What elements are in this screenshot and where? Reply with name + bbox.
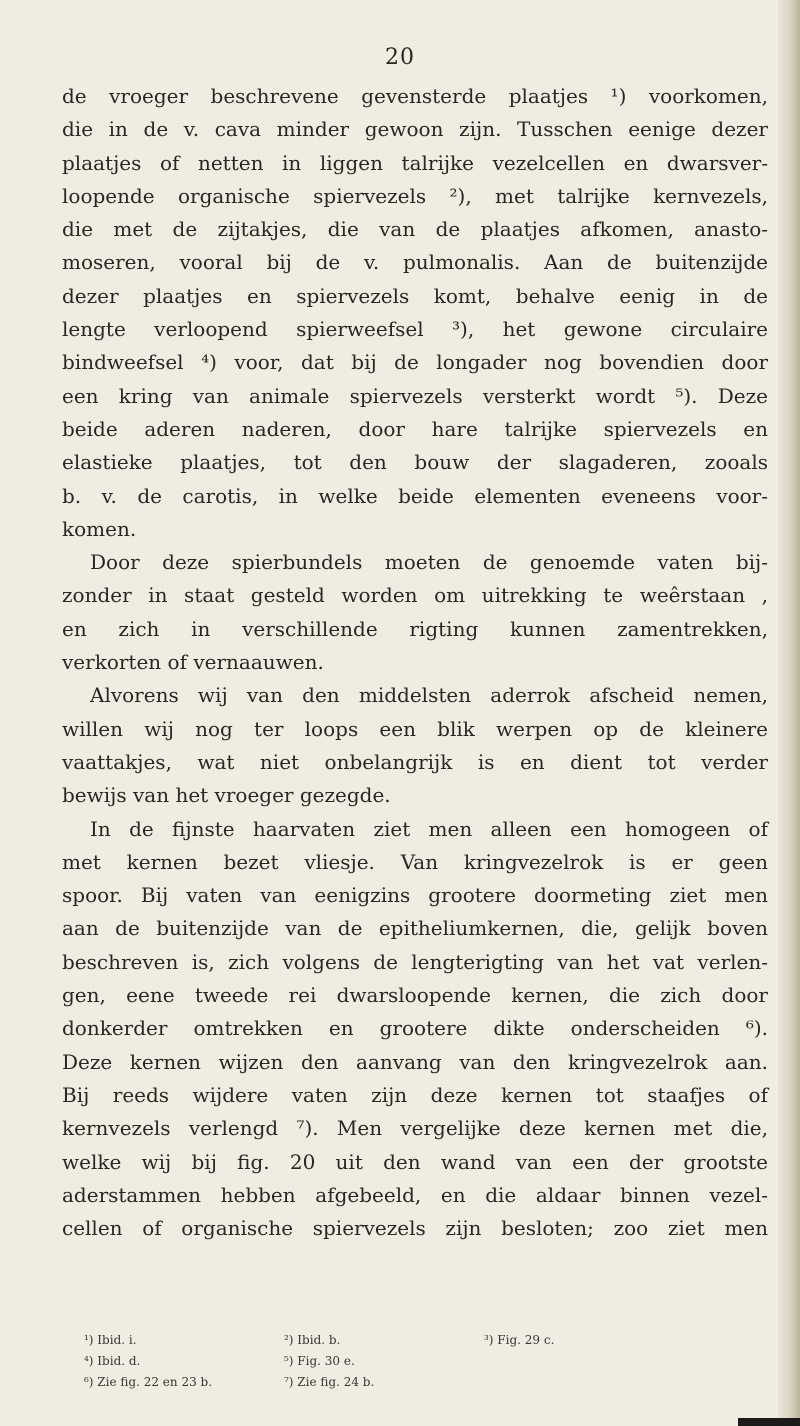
footnotes — [84, 1330, 684, 1393]
text-line: spoor. Bij vaten van eenigzins grootere doormeting ziet men — [62, 883, 768, 908]
footnote: ⁴) Ibid. d. — [84, 1354, 141, 1368]
text-line: lengte verloopend spierweefsel ³), het gewone circulaire — [62, 317, 768, 342]
text-line: donkerder omtrekken en grootere dikte onderscheiden ⁶). — [62, 1016, 768, 1041]
text-line: die met de zijtakjes, die van de plaatjes afkomen, anasto- — [62, 217, 768, 242]
footnote: ⁶) Zie fig. 22 en 23 b. — [84, 1375, 213, 1389]
footnote: ⁵) Fig. 30 e. — [284, 1354, 355, 1368]
text-line: de vroeger beschrevene gevensterde plaatjes ¹) voorkomen, — [62, 84, 768, 108]
footnote: ²) Ibid. b. — [284, 1333, 341, 1347]
text-line: cellen of organische spiervezels zijn besloten; zoo ziet men — [62, 1216, 768, 1241]
text-line: kernvezels verlengd ⁷). Men vergelijke deze kernen met die, — [62, 1116, 768, 1141]
text-line: willen wij nog ter loops een blik werpen op de kleinere — [62, 716, 768, 741]
text-line: bindweefsel ⁴) voor, dat bij de longader nog bovendien door — [62, 350, 768, 375]
footnote-row — [84, 1330, 684, 1351]
text-line: bewijs van het vroeger gezegde. — [62, 783, 391, 808]
text-line: Bij reeds wijdere vaten zijn deze kernen tot staafjes of — [62, 1082, 768, 1107]
text-line: loopende organische spiervezels ²), met talrijke kernvezels, — [62, 183, 768, 208]
text-line: welke wij bij fig. 20 uit den wand van een der grootste — [62, 1149, 768, 1174]
text-line: plaatjes of netten in liggen talrijke vezelcellen en dwarsver- — [62, 150, 768, 175]
text-line: een kring van animale spiervezels versterkt wordt ⁵). Deze — [62, 383, 768, 408]
text-line: In de fijnste haarvaten ziet men alleen een homogeen of — [90, 816, 768, 841]
footnote-row — [84, 1372, 684, 1393]
text-line: moseren, vooral bij de v. pulmonalis. Aan de buitenzijde — [62, 250, 768, 275]
text-line: Alvorens wij van den middelsten aderrok afscheid nemen, — [90, 683, 768, 708]
text-line: die in de v. cava minder gewoon zijn. Tusschen eenige dezer — [62, 117, 768, 142]
text-line: beschreven is, zich volgens de lengterigting van het vat verlen- — [62, 949, 768, 974]
body-text — [62, 80, 768, 1245]
text-line: beide aderen naderen, door hare talrijke spiervezels en — [62, 416, 768, 441]
footnote: ³) Fig. 29 c. — [484, 1333, 555, 1347]
text-line: zonder in staat gesteld worden om uitrekking te weêrstaan , — [62, 583, 768, 608]
text-line: komen. — [62, 516, 137, 541]
text-line: aderstammen hebben afgebeeld, en die aldaar binnen vezel- — [62, 1182, 768, 1207]
corner-mark — [738, 1418, 800, 1426]
page-edge-shadow — [778, 0, 800, 1426]
text-line: dezer plaatjes en spiervezels komt, behalve eenig in de — [62, 283, 768, 308]
footnote-row — [84, 1351, 684, 1372]
footnote — [484, 1351, 684, 1372]
text-line: met kernen bezet vliesje. Van kringvezelrok is er geen — [62, 849, 768, 874]
text-line: Deze kernen wijzen den aanvang van den kringvezelrok aan. — [62, 1049, 768, 1074]
text-line: aan de buitenzijde van de epitheliumkernen, die, gelijk boven — [62, 916, 768, 941]
page-number: 20 — [385, 45, 415, 70]
text-line: elastieke plaatjes, tot den bouw der slagaderen, zooals — [62, 450, 768, 475]
text-line: Door deze spierbundels moeten de genoemde vaten bij- — [90, 550, 768, 575]
footnote: ¹) Ibid. i. — [84, 1333, 137, 1347]
footnote: ⁷) Zie fig. 24 b. — [284, 1375, 375, 1389]
text-line: gen, eene tweede rei dwarsloopende kernen, die zich door — [62, 983, 768, 1008]
text-line: en zich in verschillende rigting kunnen zamentrekken, — [62, 616, 768, 641]
text-line: vaattakjes, wat niet onbelangrijk is en dient tot verder — [62, 749, 768, 774]
text-line: b. v. de carotis, in welke beide elementen eveneens voor- — [62, 483, 768, 508]
text-line: verkorten of vernaauwen. — [62, 650, 324, 675]
footnote — [484, 1372, 684, 1393]
